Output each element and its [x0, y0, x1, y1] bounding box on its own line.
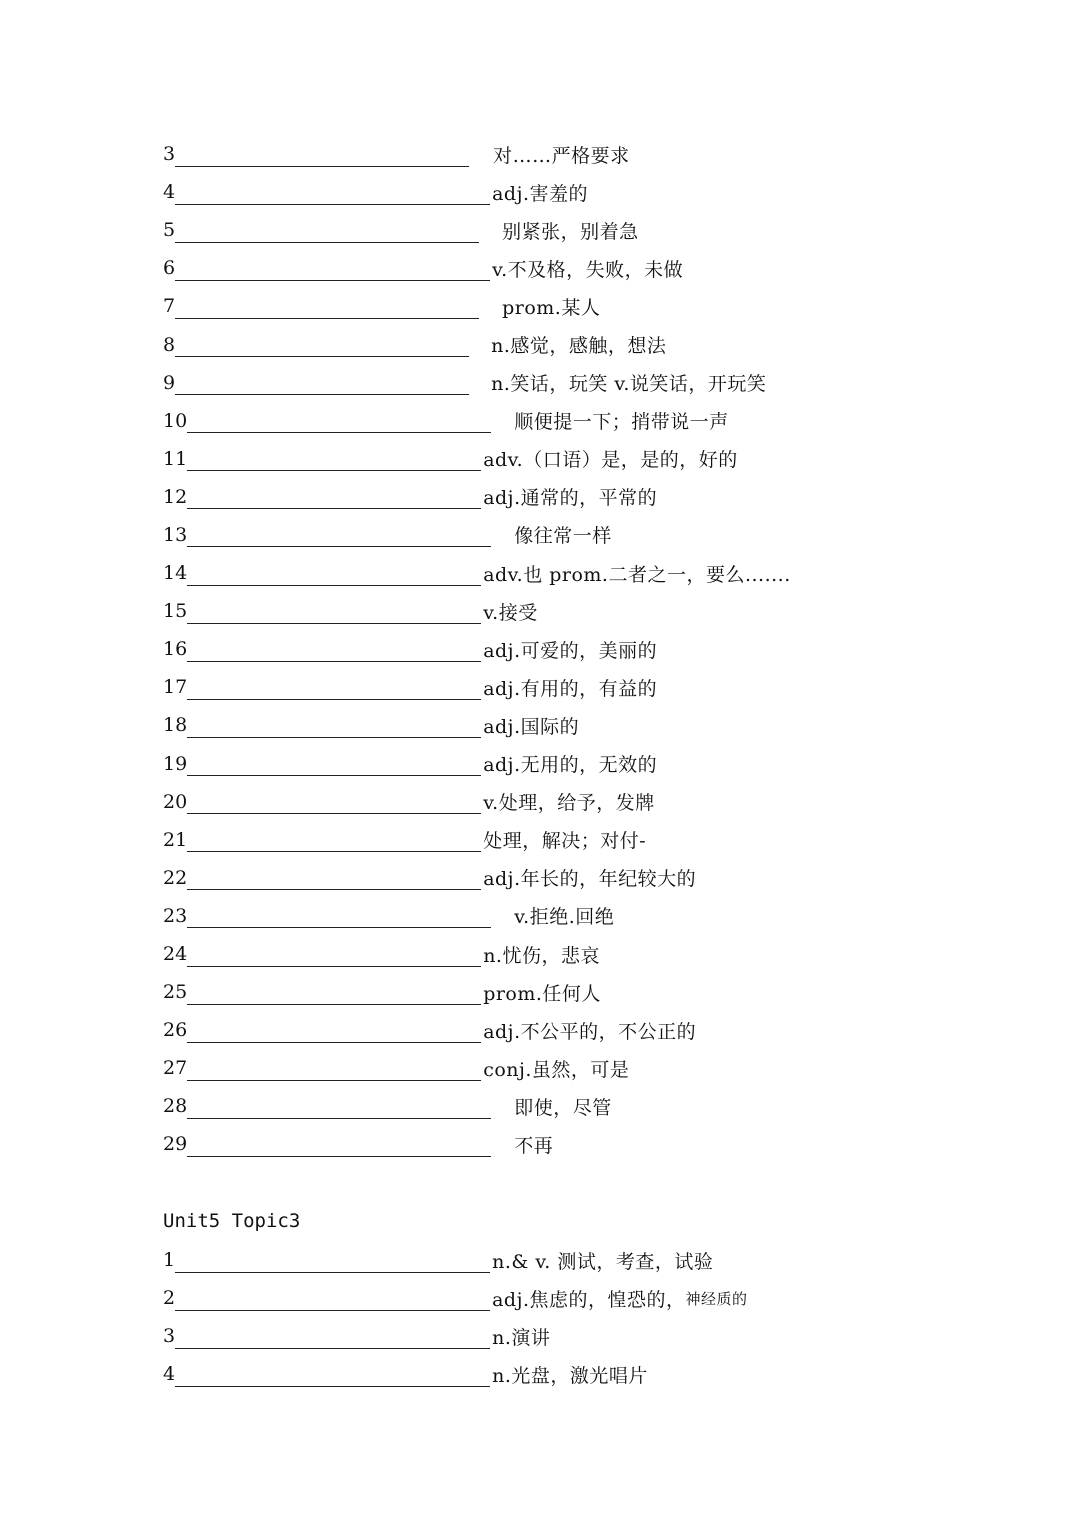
item-number: 1 — [163, 1249, 176, 1272]
item-definition: 处理，解决；对付- — [483, 830, 647, 853]
item-number: 12 — [163, 485, 188, 508]
item-number: 22 — [163, 866, 188, 889]
vocab-row — [163, 935, 791, 973]
item-definition: prom.某人 — [502, 296, 601, 319]
vocab-row — [163, 287, 791, 325]
answer-blank[interactable] — [187, 789, 481, 814]
item-number: 17 — [163, 676, 188, 699]
vocab-row — [163, 783, 791, 821]
item-definition: 顺便提一下；捎带说一声 — [514, 411, 729, 434]
vocab-row — [163, 1241, 748, 1279]
item-definition: n.忧伤，悲哀 — [483, 944, 600, 967]
vocab-row — [163, 1279, 748, 1317]
answer-blank[interactable] — [175, 1248, 490, 1273]
vocab-row — [163, 325, 791, 363]
vocab-row — [163, 745, 791, 783]
answer-blank[interactable] — [187, 484, 481, 509]
item-definition: n.光盘，激光唱片 — [492, 1364, 648, 1387]
item-number: 13 — [163, 523, 188, 546]
item-number: 2 — [163, 1287, 176, 1310]
item-definition: adj.可爱的，美丽的 — [483, 639, 658, 662]
answer-blank[interactable] — [187, 827, 481, 852]
answer-blank[interactable] — [187, 1018, 481, 1043]
item-number: 4 — [163, 1363, 176, 1386]
item-definition: v.接受 — [483, 601, 538, 624]
item-definition: adj.国际的 — [483, 715, 580, 738]
item-definition: adj.无用的，无效的 — [483, 754, 658, 777]
vocab-row — [163, 249, 791, 287]
item-definition: adj.有用的，有益的 — [483, 677, 658, 700]
item-number: 27 — [163, 1057, 188, 1080]
vocab-row — [163, 364, 791, 402]
item-number: 28 — [163, 1095, 188, 1118]
item-definition-extra: 神经质的 — [685, 1289, 748, 1308]
vocab-row — [163, 592, 791, 630]
answer-blank[interactable] — [175, 294, 479, 319]
vocab-row — [163, 1355, 748, 1393]
item-definition: n.感觉，感触，想法 — [491, 335, 667, 358]
answer-blank[interactable] — [187, 942, 481, 967]
vocab-row — [163, 668, 791, 706]
item-number: 25 — [163, 981, 188, 1004]
answer-blank[interactable] — [175, 1286, 490, 1311]
vocab-row — [163, 1125, 791, 1163]
item-definition: n.& v. 测试，考查，试验 — [492, 1250, 714, 1273]
vocab-row — [163, 135, 791, 173]
item-number: 24 — [163, 943, 188, 966]
item-definition: 即使，尽管 — [514, 1096, 612, 1119]
answer-blank[interactable] — [187, 522, 491, 547]
item-definition: v.处理，给予，发牌 — [483, 792, 655, 815]
item-number: 7 — [163, 295, 176, 318]
answer-blank[interactable] — [187, 903, 491, 928]
item-definition: adv.（口语）是，是的，好的 — [483, 449, 738, 472]
answer-blank[interactable] — [175, 256, 490, 281]
vocab-row — [163, 859, 791, 897]
item-definition: conj.虽然，可是 — [483, 1058, 630, 1081]
item-number: 8 — [163, 333, 176, 356]
answer-blank[interactable] — [187, 751, 481, 776]
answer-blank[interactable] — [175, 332, 469, 357]
answer-blank[interactable] — [187, 446, 481, 471]
item-definition: prom.任何人 — [483, 982, 601, 1005]
answer-blank[interactable] — [175, 218, 479, 243]
vocab-row — [163, 1317, 748, 1355]
answer-blank[interactable] — [187, 599, 481, 624]
item-number: 10 — [163, 409, 188, 432]
answer-blank[interactable] — [187, 1094, 491, 1119]
item-definition: 别紧张，别着急 — [502, 220, 639, 243]
vocab-list-2 — [163, 1241, 748, 1393]
item-number: 5 — [163, 219, 176, 242]
vocab-row — [163, 630, 791, 668]
item-definition: adj.不公平的，不公正的 — [483, 1020, 697, 1043]
item-number: 4 — [163, 181, 176, 204]
item-number: 29 — [163, 1133, 188, 1156]
item-number: 14 — [163, 562, 188, 585]
answer-blank[interactable] — [187, 713, 481, 738]
answer-blank[interactable] — [187, 980, 481, 1005]
item-definition: v.拒绝.回绝 — [514, 906, 615, 929]
vocab-row — [163, 478, 791, 516]
vocab-row — [163, 821, 791, 859]
item-number: 19 — [163, 752, 188, 775]
item-definition: n.演讲 — [492, 1326, 551, 1349]
answer-blank[interactable] — [187, 637, 481, 662]
answer-blank[interactable] — [175, 142, 469, 167]
answer-blank[interactable] — [187, 408, 491, 433]
vocab-row — [163, 516, 791, 554]
vocab-row — [163, 897, 791, 935]
answer-blank[interactable] — [187, 865, 481, 890]
vocab-row — [163, 1087, 791, 1125]
item-number: 15 — [163, 600, 188, 623]
item-number: 23 — [163, 904, 188, 927]
answer-blank[interactable] — [175, 180, 490, 205]
vocab-row — [163, 440, 791, 478]
item-number: 26 — [163, 1019, 188, 1042]
answer-blank[interactable] — [187, 561, 481, 586]
vocab-row — [163, 1049, 791, 1087]
item-definition: 像往常一样 — [514, 525, 612, 548]
item-definition: adj.害羞的 — [492, 182, 589, 205]
vocab-row — [163, 173, 791, 211]
vocab-row — [163, 554, 791, 592]
answer-blank[interactable] — [175, 370, 469, 395]
item-number: 6 — [163, 257, 176, 280]
item-number: 21 — [163, 828, 188, 851]
answer-blank[interactable] — [175, 1362, 490, 1387]
vocab-list-1 — [163, 135, 791, 1164]
item-definition: n.笑话，玩笑 v.说笑话，开玩笑 — [491, 373, 767, 396]
vocab-row — [163, 1011, 791, 1049]
item-number: 3 — [163, 143, 176, 166]
item-number: 11 — [163, 447, 188, 470]
item-definition: 不再 — [514, 1134, 554, 1157]
item-number: 18 — [163, 714, 188, 737]
answer-blank[interactable] — [175, 1324, 490, 1349]
answer-blank[interactable] — [187, 1132, 491, 1157]
item-definition: adj.通常的，平常的 — [483, 487, 658, 510]
item-number: 9 — [163, 371, 176, 394]
answer-blank[interactable] — [187, 675, 481, 700]
item-number: 3 — [163, 1325, 176, 1348]
vocab-row — [163, 211, 791, 249]
item-definition: 对……严格要求 — [493, 144, 630, 167]
item-number: 16 — [163, 638, 188, 661]
item-definition: v.不及格，失败，未做 — [492, 258, 684, 281]
item-number: 20 — [163, 790, 188, 813]
vocab-row — [163, 706, 791, 744]
answer-blank[interactable] — [187, 1056, 481, 1081]
item-definition: adj.焦虑的，惶恐的， — [492, 1288, 686, 1311]
vocab-row — [163, 973, 791, 1011]
section-title: Unit5 Topic3 — [163, 1210, 301, 1232]
item-definition: adj.年长的，年纪较大的 — [483, 868, 697, 891]
item-definition: adv.也 prom.二者之一，要么....... — [483, 563, 791, 586]
vocab-row — [163, 402, 791, 440]
